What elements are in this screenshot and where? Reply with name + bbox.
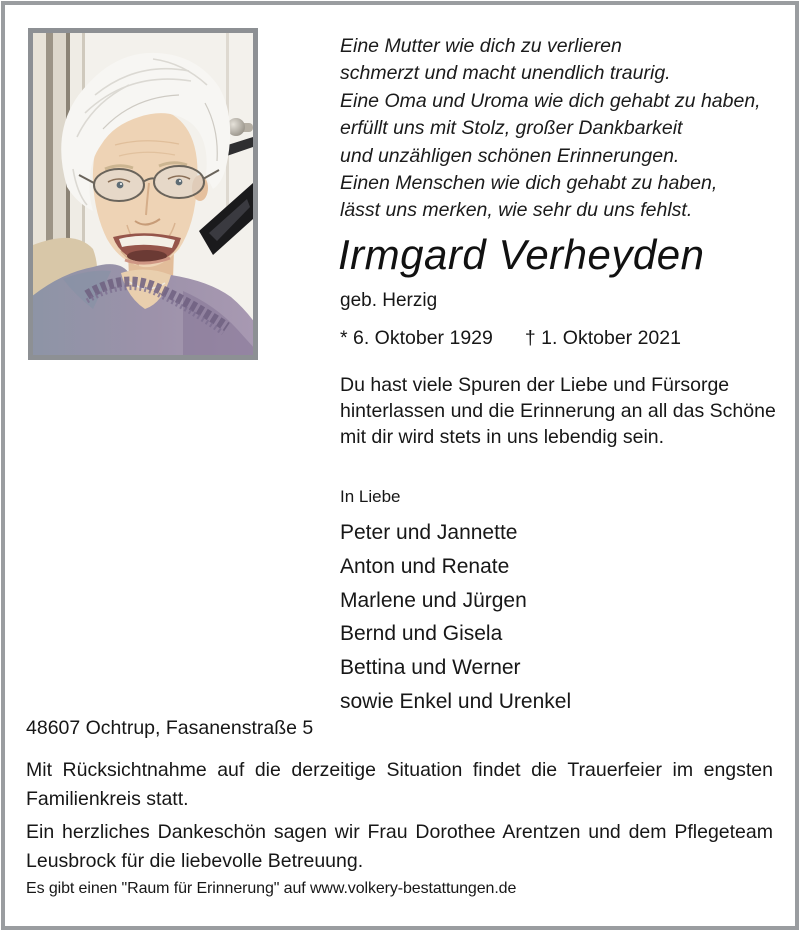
death-date: † 1. Oktober 2021 [524,327,681,349]
thanks-notice [26,818,773,875]
poem-line-5: und unzähligen schönen Erinnerungen. [340,144,680,167]
birth-date: * 6. Oktober 1929 [340,327,493,349]
poem-line-7: lässt uns merken, wie sehr du uns fehlst. [340,199,693,222]
portrait-photo-illustration [33,33,253,355]
funeral-notice-line-1: Mit Rücksichtnahme auf die derzeitige Situation findet die Trauerfeier im engsten [26,759,773,781]
mourner-name-6: sowie Enkel und Urenkel [340,689,572,713]
mourner-name-2: Anton und Renate [340,554,510,578]
thanks-notice-line-1: Ein herzliches Dankeschön sagen wir Frau Dorothee Arentzen und dem Pflegeteam [26,821,773,843]
memorial-room-note: Es gibt einen "Raum für Erinnerung" auf www.volkery-bestattungen.de [26,880,517,897]
portrait-photo [28,28,258,360]
deceased-name: Irmgard Verheyden [338,231,705,278]
mourner-name-5: Bettina und Werner [340,656,521,680]
life-dates [340,327,681,350]
tribute-line-1: Du hast viele Spuren der Liebe und Fürsorge [340,374,730,396]
mourners-intro: In Liebe [340,487,401,506]
poem-line-4: erfüllt uns mit Stolz, großer Dankbarkeit [340,117,683,140]
funeral-notice [26,756,773,813]
mourners-list [340,487,571,719]
memorial-poem [340,33,792,225]
poem-line-3: Eine Oma und Uroma wie dich gehabt zu haben, [340,89,761,112]
mourner-name-4: Bernd und Gisela [340,622,503,646]
thanks-notice-line-2: Leusbrock für die liebevolle Betreuung. [26,849,364,872]
tribute-line-3: mit dir wird stets in uns lebendig sein. [340,425,665,448]
tribute-text [340,373,795,450]
poem-line-1: Eine Mutter wie dich zu verlieren [340,35,622,57]
poem-line-6: Einen Menschen wie dich gehabt zu haben, [340,172,718,195]
mourner-name-3: Marlene und Jürgen [340,588,527,612]
address-line: 48607 Ochtrup, Fasanenstraße 5 [26,717,314,739]
tribute-line-2: hinterlassen und die Erinnerung an all das Schöne [340,399,776,422]
maiden-name: geb. Herzig [340,290,438,311]
mourner-name-1: Peter und Jannette [340,521,518,544]
poem-line-2: schmerzt und macht unendlich traurig. [340,62,671,85]
funeral-notice-line-2: Familienkreis statt. [26,787,189,810]
